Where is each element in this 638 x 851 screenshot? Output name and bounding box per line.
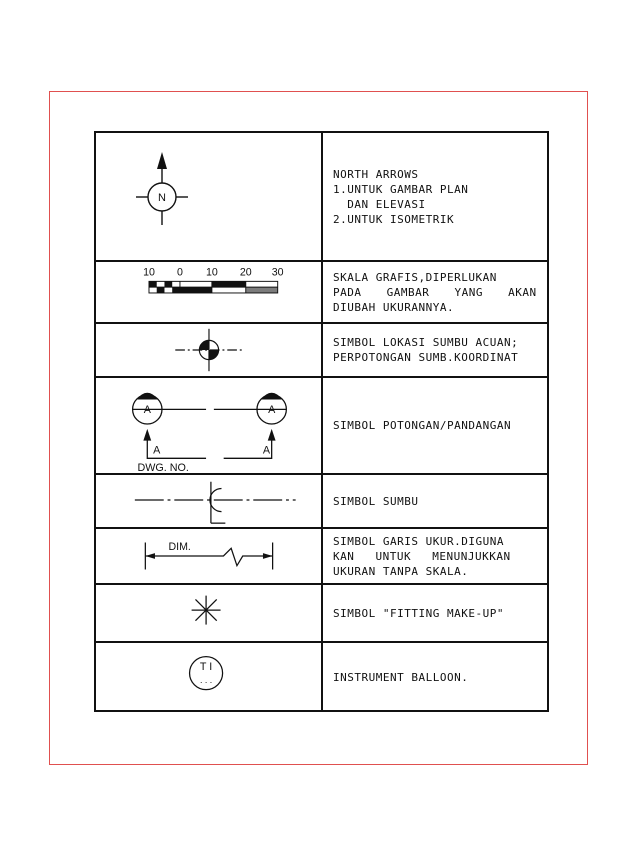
row-description — [333, 262, 541, 322]
scale-tick-label: 10 — [143, 266, 155, 279]
row-fitting-make-up — [96, 583, 547, 641]
desc-line: PADA GAMBAR YANG AKAN — [333, 285, 537, 299]
desc-line: INSTRUMENT BALLOON. — [333, 671, 469, 684]
dimension-line-icon — [96, 529, 321, 583]
desc-line: SIMBOL SUMBU — [333, 494, 419, 508]
north-arrow-icon — [96, 133, 321, 260]
desc-line: SIMBOL GARIS UKUR.DIGUNA — [333, 534, 504, 548]
row-section-view — [96, 376, 547, 473]
desc-line: SIMBOL "FITTING MAKE-UP" — [333, 606, 504, 620]
desc-line: PERPOTONGAN SUMB.KOORDINAT — [333, 351, 519, 364]
section-label: A — [268, 404, 276, 417]
row-description — [333, 133, 541, 260]
dim-label: DIM. — [168, 541, 191, 554]
scale-tick-label: 30 — [271, 266, 284, 279]
desc-line: SIMBOL LOKASI SUMBU ACUAN; — [333, 336, 519, 349]
scale-tick-label: 0 — [176, 266, 183, 279]
section-label: A — [262, 444, 271, 457]
row-reference-axis — [96, 322, 547, 376]
drawing-number-label: DWG. NO. — [137, 462, 189, 475]
reference-axis-location-icon — [96, 324, 321, 376]
row-description — [333, 585, 541, 641]
section-view-icon — [96, 378, 321, 473]
desc-line: 2.UNTUK ISOMETRIK — [333, 212, 455, 226]
desc-line: UKURAN TANPA SKALA. — [333, 564, 469, 578]
row-centerline — [96, 473, 547, 527]
row-description — [333, 475, 541, 527]
desc-line: KAN UNTUK MENUNJUKKAN — [333, 549, 511, 563]
desc-line: DIUBAH UKURANNYA. — [333, 300, 455, 314]
section-label: A — [153, 444, 161, 457]
desc-line: SIMBOL POTONGAN/PANDANGAN — [333, 419, 512, 432]
fitting-make-up-icon — [96, 585, 321, 641]
row-instrument-balloon — [96, 641, 547, 712]
symbol-legend-table — [94, 131, 549, 712]
desc-line: NORTH ARROWS — [333, 167, 419, 181]
row-description — [333, 324, 541, 376]
desc-line: 1.UNTUK GAMBAR PLAN — [333, 182, 469, 196]
balloon-tag: T I — [199, 661, 213, 674]
instrument-balloon-icon — [96, 643, 321, 712]
centerline-icon — [96, 475, 321, 527]
row-description — [333, 378, 541, 473]
row-north-arrows — [96, 133, 547, 260]
section-label: A — [143, 404, 151, 417]
north-label: N — [158, 192, 166, 204]
row-graphic-scale — [96, 260, 547, 322]
row-dimension-line — [96, 527, 547, 583]
desc-line: SKALA GRAFIS,DIPERLUKAN — [333, 270, 497, 284]
row-description — [333, 529, 541, 583]
scale-tick-label: 20 — [239, 266, 252, 279]
scale-tick-label: 10 — [205, 266, 218, 279]
desc-line: DAN ELEVASI — [333, 197, 426, 211]
row-description — [333, 643, 541, 712]
balloon-dots: . . . — [200, 674, 213, 685]
graphic-scale-icon — [96, 262, 321, 322]
